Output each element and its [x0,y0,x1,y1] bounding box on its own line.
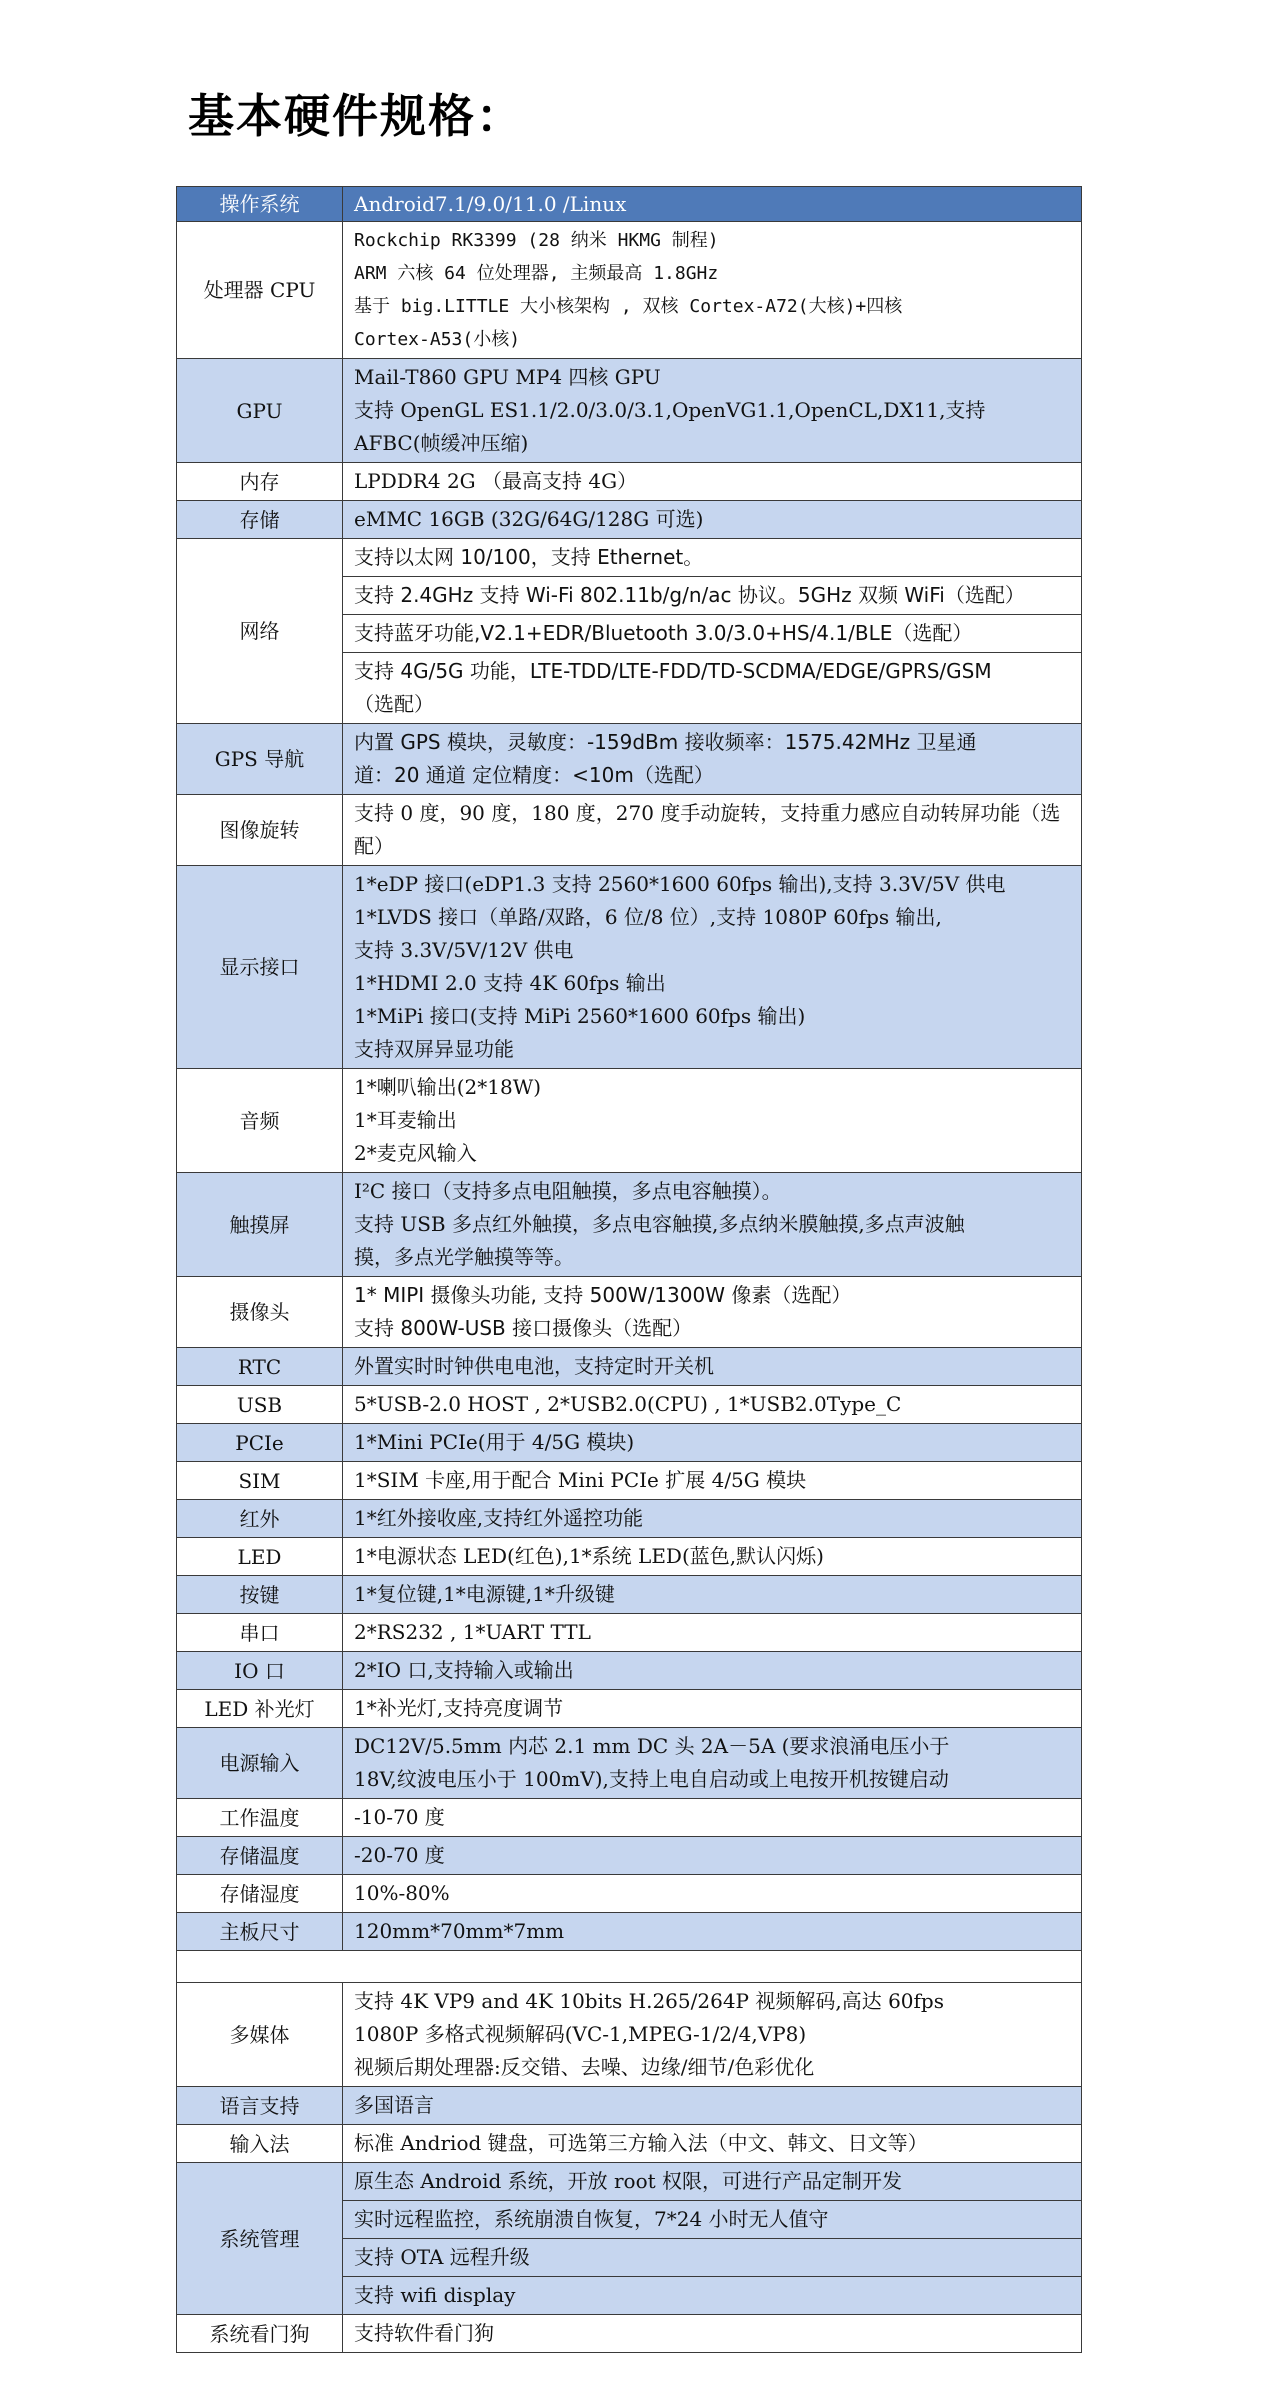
spec-line: 基于 big.LITTLE 大小核架构 , 双核 Cortex-A72(大核)+四核 [354,296,903,317]
spec-row-storage-humidity [177,1875,1082,1913]
spec-value: 多国语言 [343,2087,1082,2125]
spec-label: 串口 [177,1614,343,1652]
spec-value: 支持蓝牙功能,V2.1+EDR/Bluetooth 3.0/3.0+HS/4.1/BLE（选配） [343,615,1082,653]
spec-value: 1*SIM 卡座,用于配合 Mini PCIe 扩展 4/5G 模块 [343,1462,1082,1500]
spec-line: 1*耳麦输出 [354,1108,457,1132]
spec-value: 支持以太网 10/100，支持 Ethernet。 [343,539,1082,577]
spec-row-gps [177,724,1082,795]
spec-value [343,1728,1082,1799]
spec-label: USB [177,1386,343,1424]
spec-value: 支持 2.4GHz 支持 Wi-Fi 802.11b/g/n/ac 协议。5GHz 双频 WiFi（选配） [343,577,1082,615]
spec-row-language [177,2087,1082,2125]
spec-value [343,795,1082,866]
spec-value: 支持 OTA 远程升级 [343,2239,1082,2277]
spacer-cell [177,1951,1082,1983]
spec-label: 系统看门狗 [177,2315,343,2353]
spec-label: 存储温度 [177,1837,343,1875]
spec-label: 系统管理 [177,2163,343,2315]
spec-line: 视频后期处理器:反交错、去噪、边缘/细节/色彩优化 [354,2055,815,2079]
spec-row-audio [177,1069,1082,1173]
spec-line: 1*eDP 接口(eDP1.3 支持 2560*1600 60fps 输出),支持 3.3V/5V 供电 [354,872,1006,896]
spec-line: I²C 接口（支持多点电阻触摸，多点电容触摸）。 [354,1179,782,1203]
spec-line: ARM 六核 64 位处理器, 主频最高 1.8GHz [354,263,719,284]
spec-value [343,653,1082,724]
spec-line: 支持 0 度，90 度，180 度，270 度手动旋转，支持重力感应自动转屏功能（选 [354,801,1061,825]
spec-value: 实时远程监控，系统崩溃自恢复，7*24 小时无人值守 [343,2201,1082,2239]
spec-label: 存储 [177,501,343,539]
spec-row-led [177,1538,1082,1576]
spec-line: 支持 3.3V/5V/12V 供电 [354,938,574,962]
spec-row-io [177,1652,1082,1690]
spec-label: GPS 导航 [177,724,343,795]
spec-row-pcie [177,1424,1082,1462]
spec-value: -10-70 度 [343,1799,1082,1837]
spec-line: 支持 OpenGL ES1.1/2.0/3.0/3.1,OpenVG1.1,OpenCL,DX11,支持 [354,398,986,422]
spec-value: 1*Mini PCIe(用于 4/5G 模块) [343,1424,1082,1462]
spacer-row [177,1951,1082,1983]
spec-label: LED 补光灯 [177,1690,343,1728]
spec-value [343,1069,1082,1173]
spec-row-os [177,187,1082,222]
spec-value: 2*RS232 , 1*UART TTL [343,1614,1082,1652]
spec-line: Mail-T860 GPU MP4 四核 GPU [354,365,661,389]
spec-label: LED [177,1538,343,1576]
spec-row-storage-temp [177,1837,1082,1875]
spec-value: 外置实时时钟供电电池，支持定时开关机 [343,1348,1082,1386]
spec-row-rtc [177,1348,1082,1386]
spec-value [343,222,1082,359]
spec-label: RTC [177,1348,343,1386]
spec-row-board-size [177,1913,1082,1951]
spec-value [343,1983,1082,2087]
spec-line: 内置 GPS 模块，灵敏度：-159dBm 接收频率：1575.42MHz 卫星通 [354,730,977,754]
spec-row-memory [177,463,1082,501]
spec-row-op-temp [177,1799,1082,1837]
spec-value [343,1277,1082,1348]
page-title: 基本硬件规格： [188,89,524,143]
spec-value: 5*USB-2.0 HOST , 2*USB2.0(CPU) , 1*USB2.0Type_C [343,1386,1082,1424]
spec-line: 1*HDMI 2.0 支持 4K 60fps 输出 [354,971,666,995]
spec-row-usb [177,1386,1082,1424]
spec-value [343,724,1082,795]
spec-value: 1*补光灯,支持亮度调节 [343,1690,1082,1728]
spec-label: 按键 [177,1576,343,1614]
spec-row-sim [177,1462,1082,1500]
spec-row-system-mgmt [177,2163,1082,2201]
spec-row-input-method [177,2125,1082,2163]
spec-label: IO 口 [177,1652,343,1690]
spec-row-gpu [177,359,1082,463]
spec-value: eMMC 16GB (32G/64G/128G 可选) [343,501,1082,539]
spec-value: 标准 Andriod 键盘，可选第三方输入法（中文、韩文、日文等） [343,2125,1082,2163]
spec-value: -20-70 度 [343,1837,1082,1875]
spec-value: Android7.1/9.0/11.0 /Linux [343,187,1082,222]
spec-row-touch [177,1173,1082,1277]
spec-label: PCIe [177,1424,343,1462]
spec-label: SIM [177,1462,343,1500]
spec-label: 处理器 CPU [177,222,343,359]
spec-line: 摸，多点光学触摸等等。 [354,1245,574,1269]
spec-label: 输入法 [177,2125,343,2163]
spec-line: 配） [354,834,394,858]
spec-row-multimedia [177,1983,1082,2087]
spec-row-camera [177,1277,1082,1348]
spec-value: 1*红外接收座,支持红外遥控功能 [343,1500,1082,1538]
spec-table [176,186,1082,2353]
spec-value: 1*电源状态 LED(红色),1*系统 LED(蓝色,默认闪烁) [343,1538,1082,1576]
spec-value: LPDDR4 2G （最高支持 4G） [343,463,1082,501]
spec-line: AFBC(帧缓冲压缩) [354,431,529,455]
spec-value: 120mm*70mm*7mm [343,1913,1082,1951]
spec-row-ir [177,1500,1082,1538]
spec-label: 红外 [177,1500,343,1538]
spec-value [343,359,1082,463]
spec-value [343,1173,1082,1277]
spec-line: 支持 4K VP9 and 4K 10bits H.265/264P 视频解码,高达 60fps [354,1989,944,2013]
spec-label: 存储湿度 [177,1875,343,1913]
spec-value: 原生态 Android 系统，开放 root 权限，可进行产品定制开发 [343,2163,1082,2201]
spec-line: 支持双屏异显功能 [354,1037,514,1061]
spec-row-network [177,539,1082,577]
spec-value: 1*复位键,1*电源键,1*升级键 [343,1576,1082,1614]
spec-line: 支持 USB 多点红外触摸，多点电容触摸,多点纳米膜触摸,多点声波触 [354,1212,965,1236]
spec-label: 多媒体 [177,1983,343,2087]
spec-value: 支持 wifi display [343,2277,1082,2315]
spec-line: 2*麦克风输入 [354,1141,477,1165]
spec-row-keys [177,1576,1082,1614]
spec-label: 显示接口 [177,866,343,1069]
spec-row-storage [177,501,1082,539]
spec-value: 2*IO 口,支持输入或输出 [343,1652,1082,1690]
spec-label: 电源输入 [177,1728,343,1799]
spec-label: 主板尺寸 [177,1913,343,1951]
spec-label: GPU [177,359,343,463]
spec-label: 网络 [177,539,343,724]
spec-value: 10%-80% [343,1875,1082,1913]
spec-label: 音频 [177,1069,343,1173]
spec-row-cpu [177,222,1082,359]
spec-line: 1*LVDS 接口（单路/双路，6 位/8 位）,支持 1080P 60fps 输出, [354,905,942,929]
spec-label: 语言支持 [177,2087,343,2125]
spec-line: Cortex-A53(小核) [354,329,521,350]
spec-line: Rockchip RK3399 (28 纳米 HKMG 制程) [354,230,719,251]
spec-line: DC12V/5.5mm 内芯 2.1 mm DC 头 2A－5A (要求浪涌电压小于 [354,1734,950,1758]
spec-row-rotation [177,795,1082,866]
spec-label: 图像旋转 [177,795,343,866]
spec-line: 1*MiPi 接口(支持 MiPi 2560*1600 60fps 输出) [354,1004,806,1028]
spec-label: 摄像头 [177,1277,343,1348]
spec-row-power [177,1728,1082,1799]
spec-line: 1080P 多格式视频解码(VC-1,MPEG-1/2/4,VP8) [354,2022,807,2046]
spec-line: 18V,纹波电压小于 100mV),支持上电自启动或上电按开机按键启动 [354,1767,949,1791]
spec-label: 内存 [177,463,343,501]
spec-row-display [177,866,1082,1069]
spec-row-fill-light [177,1690,1082,1728]
spec-value: 支持软件看门狗 [343,2315,1082,2353]
spec-line: 道：20 通道 定位精度：<10m（选配） [354,763,714,787]
spec-label: 操作系统 [177,187,343,222]
spec-line: 1*喇叭输出(2*18W) [354,1075,542,1099]
spec-label: 触摸屏 [177,1173,343,1277]
spec-row-serial [177,1614,1082,1652]
spec-line: 支持 800W-USB 接口摄像头（选配） [354,1316,693,1340]
spec-line: （选配） [354,692,434,716]
spec-label: 工作温度 [177,1799,343,1837]
spec-line: 支持 4G/5G 功能，LTE-TDD/LTE-FDD/TD-SCDMA/EDGE/GPRS/GSM [354,659,992,683]
spec-value [343,866,1082,1069]
spec-row-watchdog [177,2315,1082,2353]
spec-line: 1* MIPI 摄像头功能, 支持 500W/1300W 像素（选配） [354,1283,852,1307]
